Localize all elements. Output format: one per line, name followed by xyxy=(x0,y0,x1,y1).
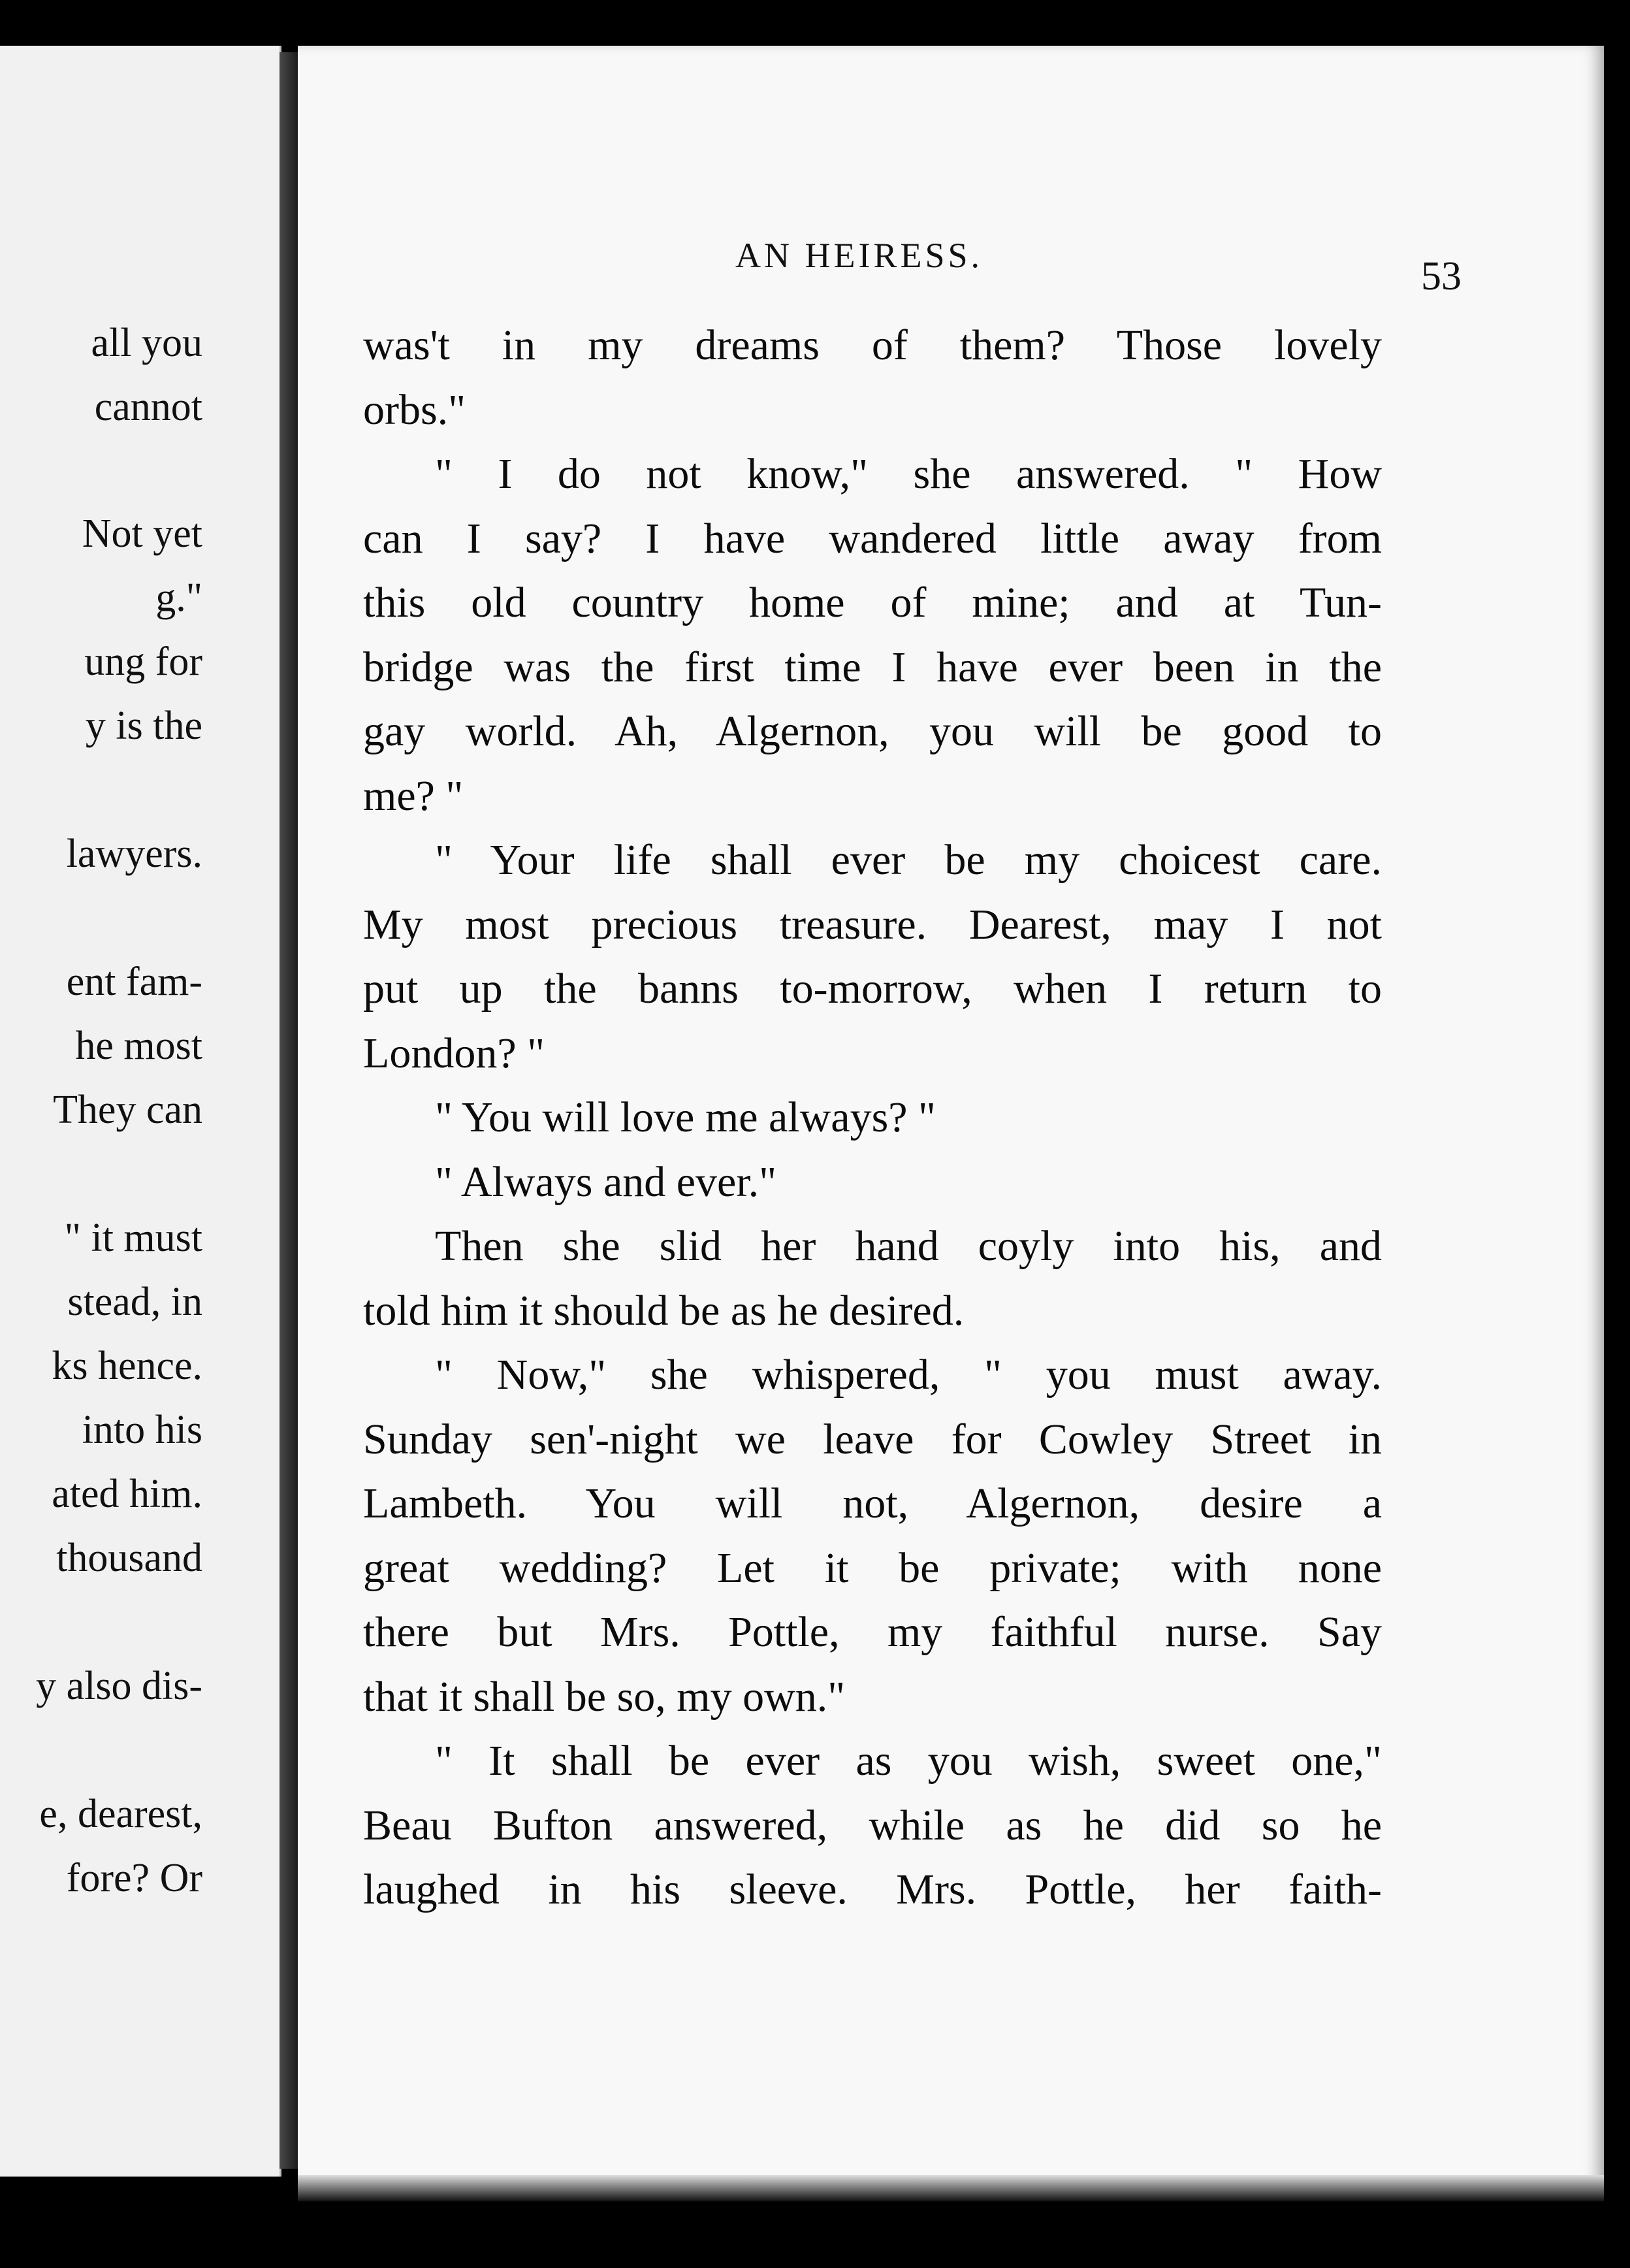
previous-page-line: ated him. xyxy=(52,1472,202,1516)
previous-page-line: e, dearest, xyxy=(39,1792,202,1836)
text-line: great wedding? Let it be private; with none xyxy=(363,1544,1382,1592)
text-line: " Always and ever." xyxy=(435,1158,777,1206)
previous-page-line: fore? Or xyxy=(66,1856,202,1900)
text-line: told him it should be as he desired. xyxy=(363,1286,965,1335)
previous-page-line: all you xyxy=(91,321,202,365)
text-line: " Now," she whispered, " you must away. xyxy=(435,1351,1382,1399)
text-line: gay world. Ah, Algernon, you will be good to xyxy=(363,707,1382,755)
text-line: put up the banns to-morrow, when I return to xyxy=(363,965,1382,1012)
text-line: laughed in his sleeve. Mrs. Pottle, her faith- xyxy=(363,1866,1382,1913)
text-line: Sunday sen'-night we leave for Cowley Street in xyxy=(363,1415,1382,1463)
previous-page-line: ks hence. xyxy=(52,1344,202,1388)
text-line: " You will love me always? " xyxy=(435,1094,936,1141)
previous-page xyxy=(0,46,281,2177)
previous-page-line: cannot xyxy=(94,385,202,429)
text-line: Then she slid her hand coyly into his, and xyxy=(435,1222,1382,1270)
text-line: " I do not know," she answered. " How xyxy=(435,450,1382,498)
previous-page-line: lawyers. xyxy=(66,832,202,876)
text-line: that it shall be so, my own." xyxy=(363,1672,846,1721)
text-line: bridge was the first time I have ever been in the xyxy=(363,643,1382,691)
page-number: 53 xyxy=(1421,254,1462,299)
text-line: this old country home of mine; and at Tun- xyxy=(363,579,1382,626)
text-line: My most precious treasure. Dearest, may I not xyxy=(363,900,1382,948)
previous-page-line: y also dis- xyxy=(36,1664,202,1708)
previous-page-line: stead, in xyxy=(67,1280,202,1324)
previous-page-line: into his xyxy=(82,1408,202,1452)
previous-page-line: They can xyxy=(53,1088,202,1132)
text-line: me? " xyxy=(363,771,464,820)
body-text xyxy=(363,314,1382,1922)
page-bottom-edge xyxy=(298,2175,1604,2201)
previous-page-line: he most xyxy=(75,1024,202,1068)
previous-page-line: g." xyxy=(155,575,202,620)
previous-page-line: ent fam- xyxy=(66,960,202,1004)
running-head: AN HEIRESS. xyxy=(735,236,983,275)
text-line: was't in my dreams of them? Those lovely xyxy=(363,321,1382,369)
previous-page-line: y is the xyxy=(85,704,202,748)
text-line: " Your life shall ever be my choicest care. xyxy=(435,836,1382,884)
previous-page-line: " it must xyxy=(64,1216,202,1260)
text-line: " It shall be ever as you wish, sweet one," xyxy=(435,1737,1382,1785)
previous-page-line: Not yet xyxy=(82,511,202,556)
text-line: orbs." xyxy=(363,385,466,434)
text-line: London? " xyxy=(363,1029,545,1077)
current-page xyxy=(298,46,1604,2201)
text-line: Lambeth. You will not, Algernon, desire a xyxy=(363,1480,1382,1527)
text-line: Beau Bufton answered, while as he did so he xyxy=(363,1801,1382,1849)
text-line: can I say? I have wandered little away from xyxy=(363,514,1382,562)
text-line: there but Mrs. Pottle, my faithful nurse. Say xyxy=(363,1608,1382,1656)
previous-page-line: ung for xyxy=(84,640,202,684)
previous-page-line: thousand xyxy=(56,1536,202,1580)
